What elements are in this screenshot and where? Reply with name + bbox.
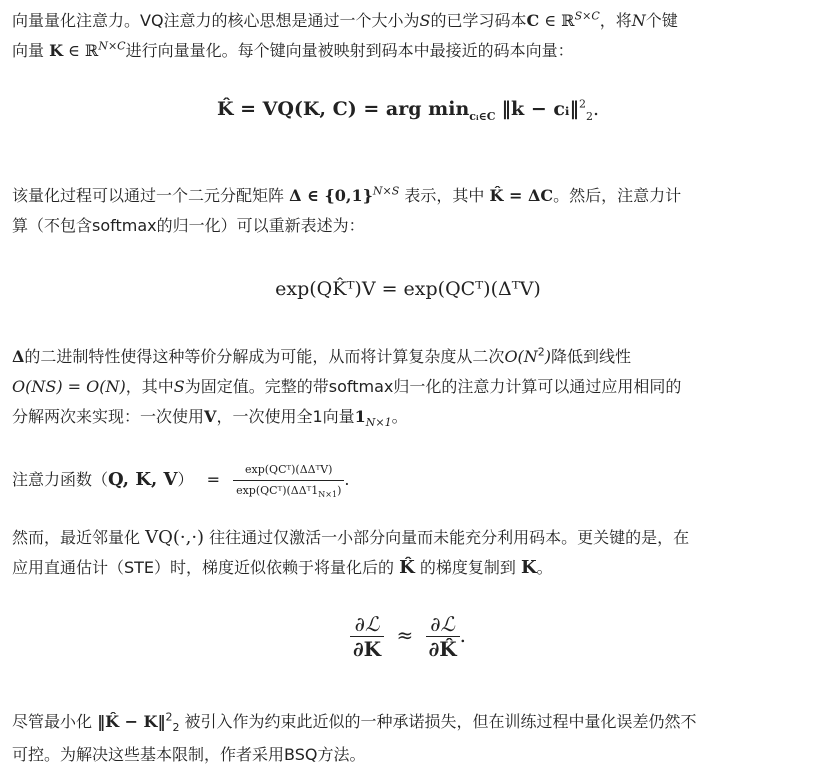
math-V: V	[204, 407, 217, 426]
fraction-denominator	[233, 481, 344, 501]
math-N: N	[631, 11, 646, 30]
text: 向量量化注意力。VQ注意力的核心思想是通过一个大小为	[12, 11, 420, 30]
math-K: K	[520, 557, 537, 578]
attention-fraction	[233, 460, 344, 501]
text: 应用直通估计（STE）时，梯度近似依赖于将量化后的	[12, 558, 400, 577]
math-sup: 2	[537, 345, 545, 359]
text: ，其中	[125, 377, 174, 396]
fraction-denominator: ∂K̂	[428, 637, 457, 661]
math-one: 1	[354, 407, 366, 426]
math-S: S	[173, 377, 185, 396]
text: ，一次使用全1向量	[216, 407, 355, 426]
text: 的二进制特性使得这种等价分解成为可能，从而将计算复杂度从二次	[24, 347, 505, 366]
text: ）	[177, 470, 194, 489]
gradient-fraction-right	[426, 612, 460, 661]
equation-gradient-approx	[0, 612, 816, 661]
text: 被引入作为约束此近似的一种承诺损失，但在训练过程中量化误差仍然不	[179, 712, 697, 731]
paragraph-complexity-line2	[12, 372, 804, 402]
text: 降低到线性	[551, 347, 632, 366]
text: 的已学习码本	[430, 11, 527, 30]
eq-sub2: 2	[585, 109, 593, 123]
math-sup: N×C	[98, 39, 126, 53]
math-sub: N×1	[318, 490, 338, 500]
math-delta: Δ ∈ {0,1}	[289, 186, 373, 205]
fraction-numerator: ∂ℒ	[350, 612, 384, 637]
text: exp(QCᵀ)(ΔΔᵀ1	[236, 484, 319, 497]
math-sup: S×C	[574, 9, 600, 23]
math-qkv: Q, K, V	[108, 469, 178, 490]
eq-sup: 2	[578, 97, 586, 111]
math-sub: N×1	[365, 416, 392, 430]
paragraph-commitment-line1	[12, 707, 804, 737]
paragraph-complexity-line3	[12, 402, 804, 432]
math-norm: ‖K̂ − K‖	[97, 712, 166, 731]
paragraph-ste-line2	[12, 553, 804, 583]
math-vq: VQ(·,·)	[145, 527, 205, 548]
eq-sub: cᵢ∈C	[469, 109, 496, 123]
math-sub: 2	[172, 721, 180, 735]
paragraph-ste-line1	[12, 523, 804, 553]
math-equals: =	[206, 470, 220, 489]
text: 向量	[12, 41, 50, 60]
equation-attention-decomposition: exp(QK̂ᵀ)V = exp(QCᵀ)(ΔᵀV)	[275, 278, 541, 300]
paragraph-complexity-line1	[12, 342, 804, 372]
math-delta: Δ	[12, 347, 25, 366]
eq-lhs: K̂ = VQ(K, C) = arg min	[216, 98, 470, 120]
text: 往往通过仅激活一小部分向量而未能充分利用码本。更关键的是，在	[204, 528, 690, 547]
fraction-denominator: ∂K	[353, 637, 382, 661]
paragraph-vq-intro-line1	[12, 6, 804, 36]
math-on2: O(N	[504, 347, 538, 366]
math-khat: K̂	[399, 557, 415, 578]
math-khat-expr: K̂ = ΔC	[489, 186, 554, 205]
math-complexity: O(NS) = O(N)	[12, 377, 126, 396]
paragraph-vq-intro-line2	[12, 36, 804, 66]
paragraph-assignment-line2: 算（不包含softmax的归一化）可以重新表述为：	[12, 216, 365, 235]
fraction-numerator: exp(QCᵀ)(ΔΔᵀV)	[233, 460, 344, 481]
text: 为固定值。完整的带softmax归一化的注意力计算可以通过应用相同的	[184, 377, 682, 396]
text: .	[344, 470, 350, 489]
paragraph-attention-function	[12, 460, 804, 501]
equation-vq-argmin	[0, 97, 816, 123]
text: 。	[391, 407, 408, 426]
math-sup: 2	[165, 710, 173, 724]
eq-end: .	[459, 623, 466, 647]
text: 注意力函数（	[12, 470, 109, 489]
eq-rhs: ‖k − cᵢ‖	[501, 98, 579, 120]
math-C: C	[526, 11, 540, 30]
paragraph-assignment-line1	[12, 181, 804, 211]
text: 进行向量量化。每个键向量被映射到码本中最接近的码本向量：	[125, 41, 574, 60]
fraction-numerator: ∂ℒ	[426, 612, 460, 637]
paragraph-commitment-line2: 可控。为解决这些基本限制，作者采用BSQ方法。	[12, 745, 366, 764]
text: 然而，最近邻量化	[12, 528, 146, 547]
math-in-R: ∈ ℝ	[544, 11, 575, 30]
math-in-R: ∈ ℝ	[63, 41, 99, 60]
eq-end: .	[592, 98, 600, 120]
text: )	[337, 484, 342, 497]
text: 。然后，注意力计	[553, 186, 682, 205]
text: 表示，其中	[399, 186, 490, 205]
gradient-fraction-left	[350, 612, 384, 661]
text: 。	[536, 558, 553, 577]
math-S: S	[419, 11, 431, 30]
text: 该量化过程可以通过一个二元分配矩阵	[12, 186, 290, 205]
text: 尽管最小化	[12, 712, 98, 731]
text: 分解两次来实现：一次使用	[12, 407, 205, 426]
text: ，将	[599, 11, 632, 30]
math-K: K	[49, 41, 63, 60]
text: 的梯度复制到	[414, 558, 521, 577]
math-approx: ≈	[396, 623, 414, 647]
math-sup: N×S	[372, 184, 400, 198]
text: 个键	[645, 11, 678, 30]
math-close: )	[544, 347, 552, 366]
